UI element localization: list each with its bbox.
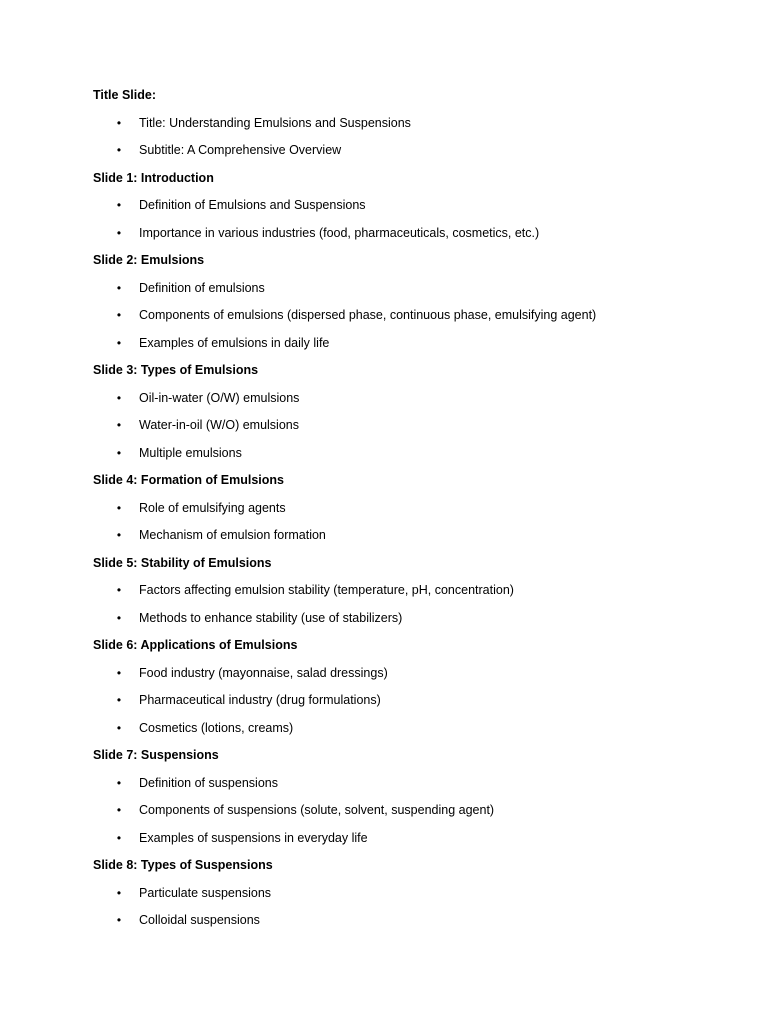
list-item-text: Examples of suspensions in everyday life [139, 830, 368, 845]
list-item-text: Importance in various industries (food, pharmaceuticals, cosmetics, etc.) [139, 225, 540, 240]
bullet-icon: • [116, 500, 122, 515]
list-item-text: Definition of Emulsions and Suspensions [139, 198, 366, 212]
list-item-text: Methods to enhance stability (use of stabilizers) [139, 610, 403, 625]
bullet-icon: • [116, 143, 122, 157]
list-item [93, 416, 713, 434]
bullet-icon: • [116, 830, 122, 845]
bullet-icon: • [116, 913, 122, 927]
list-item-text: Multiple emulsions [139, 445, 242, 460]
bullet-icon: • [116, 198, 122, 212]
bullet-icon: • [116, 335, 122, 350]
list-item [93, 224, 713, 242]
list-item [93, 196, 713, 214]
list-item-text: Definition of emulsions [139, 280, 265, 295]
section-heading: Slide 1: Introduction [93, 170, 214, 185]
list-item [93, 884, 713, 902]
list-item [93, 609, 713, 627]
list-item [93, 499, 713, 517]
list-item [93, 911, 713, 929]
bullet-icon: • [116, 775, 122, 790]
list-item-text: Pharmaceutical industry (drug formulations) [139, 693, 381, 707]
bullet-icon: • [116, 583, 122, 597]
bullet-icon: • [116, 610, 122, 625]
list-item-text: Factors affecting emulsion stability (temperature, pH, concentration) [139, 583, 514, 597]
document-body [93, 86, 713, 939]
bullet-icon: • [116, 693, 122, 707]
list-item-text: Cosmetics (lotions, creams) [139, 720, 294, 735]
list-item-text: Food industry (mayonnaise, salad dressings) [139, 665, 388, 680]
list-item-text: Colloidal suspensions [139, 913, 260, 927]
list-item-text: Definition of suspensions [139, 775, 278, 790]
bullet-icon: • [116, 280, 122, 295]
list-item-text: Particulate suspensions [139, 885, 272, 900]
list-item-text: Components of suspensions (solute, solvent, suspending agent) [139, 803, 495, 817]
section-heading: Slide 6: Applications of Emulsions [93, 638, 298, 652]
list-item-text: Subtitle: A Comprehensive Overview [139, 143, 342, 157]
list-item [93, 306, 713, 324]
list-item [93, 581, 713, 599]
list-item-text: Mechanism of emulsion formation [139, 528, 326, 542]
list-item [93, 114, 713, 132]
section-heading: Slide 8: Types of Suspensions [93, 858, 273, 872]
list-item [93, 829, 713, 847]
bullet-icon: • [116, 390, 122, 405]
list-item-text: Role of emulsifying agents [139, 500, 286, 515]
list-item-text: Examples of emulsions in daily life [139, 335, 330, 350]
section-heading: Slide 2: Emulsions [93, 253, 205, 267]
section-heading: Slide 3: Types of Emulsions [93, 363, 259, 377]
list-item [93, 774, 713, 792]
list-item-text: Components of emulsions (dispersed phase, continuous phase, emulsifying agent) [139, 308, 597, 322]
bullet-icon: • [116, 528, 122, 542]
list-item-text: Water-in-oil (W/O) emulsions [139, 418, 299, 432]
list-item [93, 389, 713, 407]
bullet-icon: • [116, 803, 122, 817]
bullet-icon: • [116, 665, 122, 680]
section-heading: Slide 4: Formation of Emulsions [93, 473, 284, 487]
bullet-icon: • [116, 308, 122, 322]
bullet-icon: • [116, 225, 122, 240]
bullet-icon: • [116, 885, 122, 900]
list-item [93, 691, 713, 709]
list-item-text: Oil-in-water (O/W) emulsions [139, 390, 300, 405]
list-item-text: Title: Understanding Emulsions and Suspensions [139, 115, 411, 130]
bullet-icon: • [116, 115, 122, 130]
section-heading: Slide 5: Stability of Emulsions [93, 555, 272, 570]
bullet-icon: • [116, 418, 122, 432]
list-item [93, 664, 713, 682]
bullet-icon: • [116, 445, 122, 460]
list-item [93, 526, 713, 544]
list-item [93, 334, 713, 352]
section-heading: Slide 7: Suspensions [93, 748, 219, 762]
list-item [93, 444, 713, 462]
section-heading: Title Slide: [93, 88, 156, 102]
list-item [93, 279, 713, 297]
list-item [93, 801, 713, 819]
list-item [93, 141, 713, 159]
list-item [93, 719, 713, 737]
bullet-icon: • [116, 720, 122, 735]
